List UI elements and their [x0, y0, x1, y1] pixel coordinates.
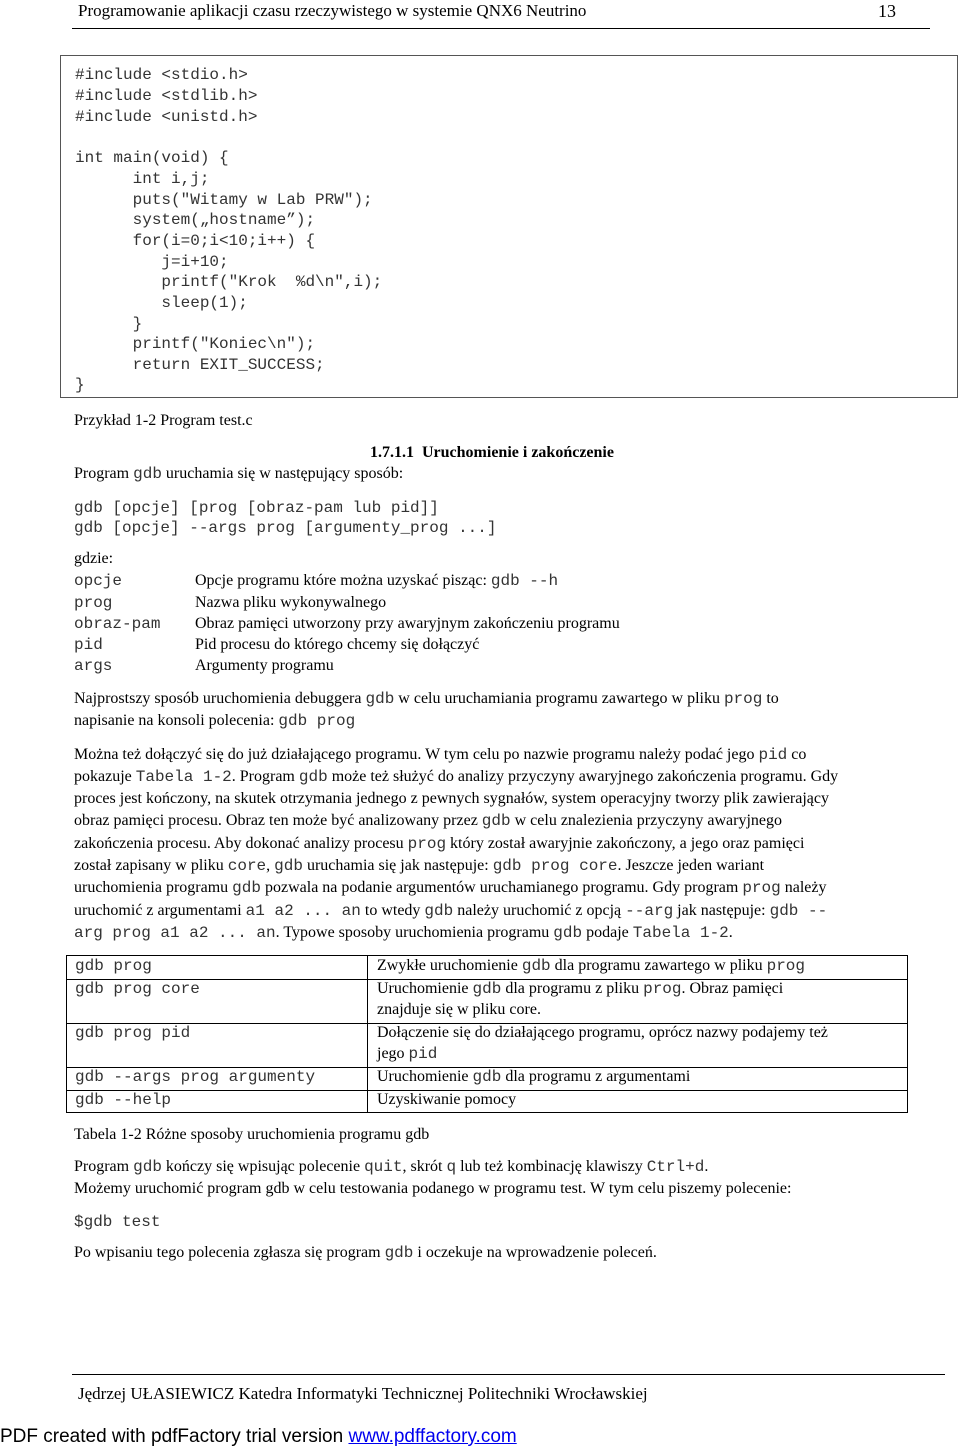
code-line: #include <stdio.h>	[75, 66, 248, 84]
option-name: obraz-pam	[74, 615, 161, 633]
table-cell-command: gdb --help	[75, 1091, 172, 1109]
code-line: #include <unistd.h>	[75, 108, 258, 126]
table-cell-description: Dołączenie się do działającego programu, oprócz nazwy podajemy też	[377, 1024, 828, 1041]
table-cell-description: Zwykłe uruchomienie gdb dla programu zawartego w pliku prog	[377, 957, 805, 975]
option-desc: Nazwa pliku wykonywalnego	[195, 594, 387, 611]
paragraph-line: zakończenia procesu. Aby dokonać analizy procesu prog który został awaryjnie zakończony, a jego oraz pamięci	[74, 835, 805, 853]
table-cell-command: gdb prog	[75, 957, 152, 975]
listing-caption: Przykład 1-2 Program test.c	[74, 412, 253, 429]
paragraph-line: napisanie na konsoli polecenia: gdb prog	[74, 712, 356, 730]
pdffactory-link[interactable]: www.pdffactory.com	[348, 1426, 517, 1447]
gdb-usage-table	[66, 955, 908, 1113]
code-line: system(„hostname”);	[75, 211, 316, 229]
where-label: gdzie:	[74, 550, 114, 567]
footer-author: Jędrzej UŁASIEWICZ Katedra Informatyki Technicznej Politechniki Wrocławskiej	[78, 1384, 648, 1403]
option-desc: Argumenty programu	[195, 657, 334, 674]
code-line: }	[75, 315, 143, 333]
table-cell-description: jego pid	[377, 1045, 438, 1063]
option-name: prog	[74, 594, 113, 612]
paragraph-line: uruchomić z argumentami a1 a2 ... an to wtedy gdb należy uruchomić z opcją --arg jak następuje: gdb --	[74, 902, 828, 920]
table-caption: Tabela 1-2 Różne sposoby uruchomienia programu gdb	[74, 1126, 430, 1143]
syntax-line: gdb [opcje] [prog [obraz-pam lub pid]]	[74, 499, 439, 517]
footer-divider	[72, 1374, 945, 1375]
code-line: }	[75, 376, 85, 394]
code-line: printf("Krok %d\n",i);	[75, 273, 383, 291]
command-example: $gdb test	[74, 1213, 161, 1231]
pdf-banner-text: PDF created with pdfFactory trial version	[0, 1426, 349, 1447]
table-cell-description: znajduje się w pliku core.	[377, 1001, 541, 1018]
code-line: for(i=0;i<10;i++) {	[75, 232, 316, 250]
option-desc: Opcje programu które można uzyskać pisząc: gdb --h	[195, 572, 559, 590]
paragraph-line: Możemy uruchomić program gdb w celu testowania podanego w programu test. W tym celu piszemy polecenie:	[74, 1180, 792, 1197]
code-line: j=i+10;	[75, 253, 229, 271]
paragraph-line: proces jest kończony, na skutek otrzymania jednego z pewnych sygnałów, system operacyjny tworzy plik zawierający	[74, 790, 830, 807]
option-desc: Obraz pamięci utworzony przy awaryjnym zakończeniu programu	[195, 615, 620, 632]
code-line: return EXIT_SUCCESS;	[75, 356, 325, 374]
table-cell-description: Uzyskiwanie pomocy	[377, 1091, 517, 1108]
code-line: sleep(1);	[75, 294, 248, 312]
paragraph-line: Można też dołączyć się do już działającego programu. W tym celu po nazwie programu należy podać jego pid co	[74, 746, 807, 764]
code-listing	[60, 55, 958, 398]
section-heading	[370, 442, 614, 464]
code-line: puts("Witamy w Lab PRW");	[75, 191, 373, 209]
intro-text: Program gdb uruchamia się w następujący sposób:	[74, 465, 404, 483]
header-divider	[72, 28, 930, 29]
paragraph-line: uruchomienia programu gdb pozwala na podanie argumentów uruchamianego programu. Gdy program prog należy	[74, 879, 827, 897]
paragraph-line: Po wpisaniu tego polecenia zgłasza się program gdb i oczekuje na wprowadzenie poleceń.	[74, 1244, 657, 1262]
paragraph-line: arg prog a1 a2 ... an. Typowe sposoby uruchomienia programu gdb podaje Tabela 1-2.	[74, 924, 733, 942]
header-title: Programowanie aplikacji czasu rzeczywistego w systemie QNX6 Neutrino	[78, 1, 587, 20]
table-cell-description: Uruchomienie gdb dla programu z argumentami	[377, 1068, 691, 1086]
option-desc: Pid procesu do którego chcemy się dołączyć	[195, 636, 480, 653]
paragraph-line: Najprostszy sposób uruchomienia debuggera gdb w celu uruchamiania programu zawartego w pliku prog to	[74, 690, 779, 708]
table-cell-command: gdb prog pid	[75, 1024, 191, 1042]
pdf-banner	[0, 1426, 517, 1448]
paragraph-line: obraz pamięci procesu. Obraz ten może być analizowany przez gdb w celu znalezienia przyczyny awaryjnego	[74, 812, 783, 830]
table-cell-command: gdb prog core	[75, 980, 200, 998]
option-name: opcje	[74, 572, 123, 590]
page-number: 13	[878, 1, 896, 21]
section-number: 1.7.1.1	[370, 444, 414, 461]
code-line: int i,j;	[75, 170, 210, 188]
option-name: args	[74, 657, 113, 675]
syntax-line: gdb [opcje] --args prog [argumenty_prog ...]	[74, 519, 497, 537]
paragraph-line: pokazuje Tabela 1-2. Program gdb może też służyć do analizy przyczyny awaryjnego zakończenia programu. Gdy	[74, 768, 839, 786]
option-name: pid	[74, 636, 103, 654]
code-line: printf("Koniec\n");	[75, 335, 316, 353]
table-cell-description: Uruchomienie gdb dla programu z pliku prog. Obraz pamięci	[377, 980, 784, 998]
section-title: Uruchomienie i zakończenie	[422, 444, 614, 461]
code-line: #include <stdlib.h>	[75, 87, 258, 105]
paragraph-line: Program gdb kończy się wpisując polecenie quit, skrót q lub też kombinację klawiszy Ctrl+d.	[74, 1158, 709, 1176]
table-cell-command: gdb --args prog argumenty	[75, 1068, 316, 1086]
code-line: int main(void) {	[75, 149, 229, 167]
paragraph-line: został zapisany w pliku core, gdb uruchamia się jak następuje: gdb prog core. Jeszcze jeden wariant	[74, 857, 765, 875]
